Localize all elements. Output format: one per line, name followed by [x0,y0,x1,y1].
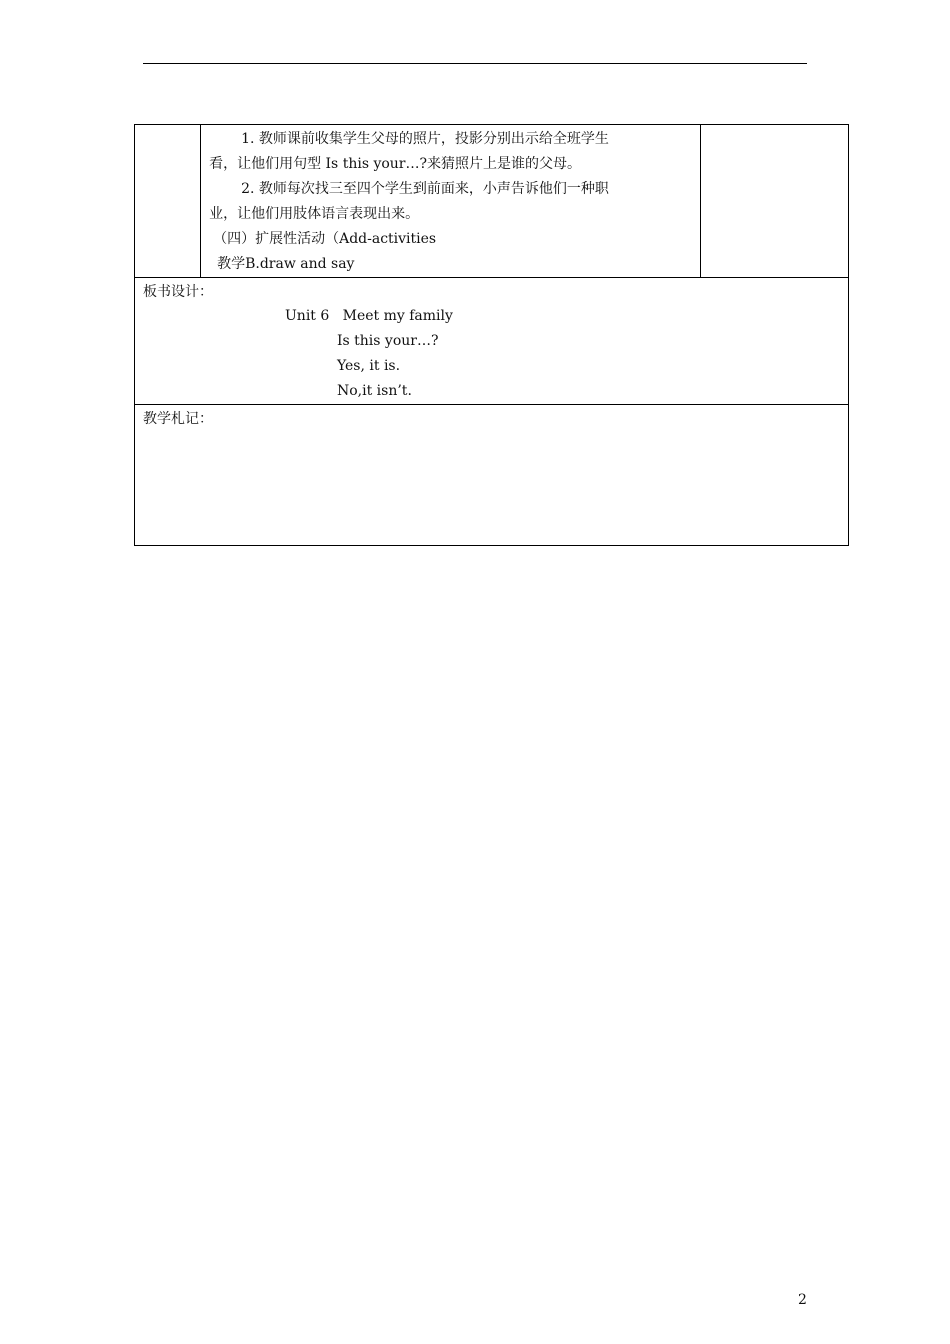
activity-item-1-line-1: 1. 教师课前收集学生父母的照片，投影分别出示给全班学生 [241,131,609,147]
teaching-notes-row [135,405,849,546]
section-task: 教学B.draw and say [217,256,355,272]
board-design-content [135,304,848,404]
section-heading: （四）扩展性活动（Add-activities [213,231,437,247]
notes-side-cell [700,125,848,278]
board-design-line-2: Yes, it is. [337,358,401,374]
activity-item-2-line-1: 2. 教师每次找三至四个学生到前面来，小声告诉他们一种职 [241,181,609,197]
board-design-title: Unit 6 Meet my family [285,308,453,324]
board-design-cell [135,278,849,405]
page-number: 2 [798,1292,807,1308]
board-design-label: 板书设计： [143,284,213,300]
teaching-notes-cell [135,405,849,546]
activities-row [135,125,849,278]
step-cell [135,125,201,278]
teaching-notes-label: 教学札记： [143,411,213,427]
activities-cell [201,125,701,278]
board-design-line-3: No,it isn’t. [337,383,412,399]
lesson-plan-table [134,124,849,546]
board-design-row [135,278,849,405]
activity-item-1-line-2: 看，让他们用句型 Is this your…?来猜照片上是谁的父母。 [209,156,581,172]
activity-item-2-line-2: 业，让他们用肢体语言表现出来。 [209,206,420,222]
header-rule [143,63,807,64]
board-design-line-1: Is this your…? [337,333,439,349]
